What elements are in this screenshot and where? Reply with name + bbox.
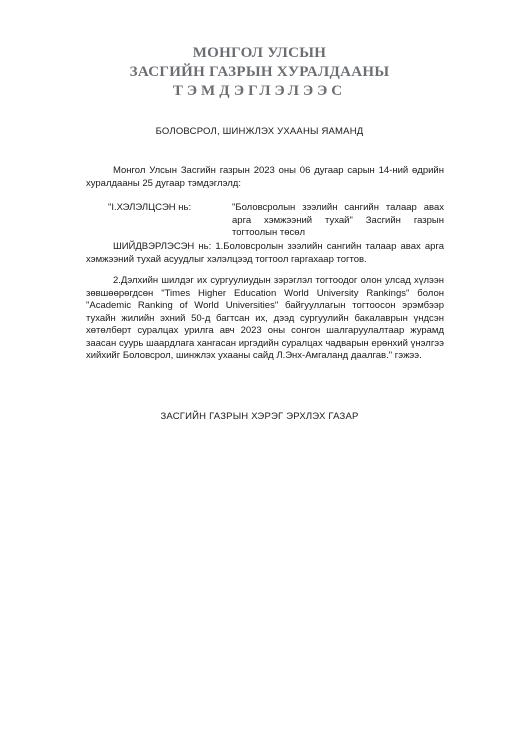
header-line-1: МОНГОЛ УЛСЫН	[192, 45, 327, 61]
intro-paragraph: Монгол Улсын Засгийн газрын 2023 оны 06 дугаар сарын 14-ний өдрийн хуралдааны 25 дугаар тэмдэглэлд:	[86, 165, 444, 189]
recipient-line: БОЛОВСРОЛ, ШИНЖЛЭХ УХААНЫ ЯАМАНД	[155, 126, 364, 137]
discussed-text: "Боловсролын зээлийн сангийн талаар авах арга хэмжээний тухай" Засгийн газрын тогтоолын төсөл	[232, 202, 444, 238]
document-header	[0, 44, 519, 101]
point-2-paragraph: 2.Дэлхийн шилдэг их сургуулиудын зэрэглэл тогтоодог олон улсад хүлээн зөвшөөрөгдсөн "Times Higher Education World University Rankings" болон "Academic Ranking of World Universities" байгууллагын тогтоосон эрэмбээр тухайн жилийн эхний 50-д багтсан их, дээд сургуулийн бакалаврын үндсэн хөтөлбөрт суралцах урилга авч 2023 оны сонгон шалгаруулалтаар журамд заасан суурь шаардлага хангасан иргэдийн суралцах чадварын ерөнхий үнэлгээ хийхийг Боловсрол, шинжлэх ухааны сайд Л.Энх-Амгаланд даалгав." гэжээ.	[86, 275, 444, 361]
signature-line: ЗАСГИЙН ГАЗРЫН ХЭРЭГ ЭРХЛЭХ ГАЗАР	[160, 411, 359, 422]
header-line-3: ТЭМДЭГЛЭЛЭЭС	[172, 83, 347, 99]
discussed-label: "I.ХЭЛЭЛЦСЭН нь:	[108, 202, 192, 213]
decided-paragraph: ШИЙДВЭРЛЭСЭН нь: 1.Боловсролын зээлийн сангийн талаар авах арга хэмжээний тухай асуудлыг хэлэлцээд тогтоол гаргахаар тогтов.	[86, 241, 444, 265]
header-line-2: ЗАСГИЙН ГАЗРЫН ХУРАЛДААНЫ	[129, 64, 390, 80]
